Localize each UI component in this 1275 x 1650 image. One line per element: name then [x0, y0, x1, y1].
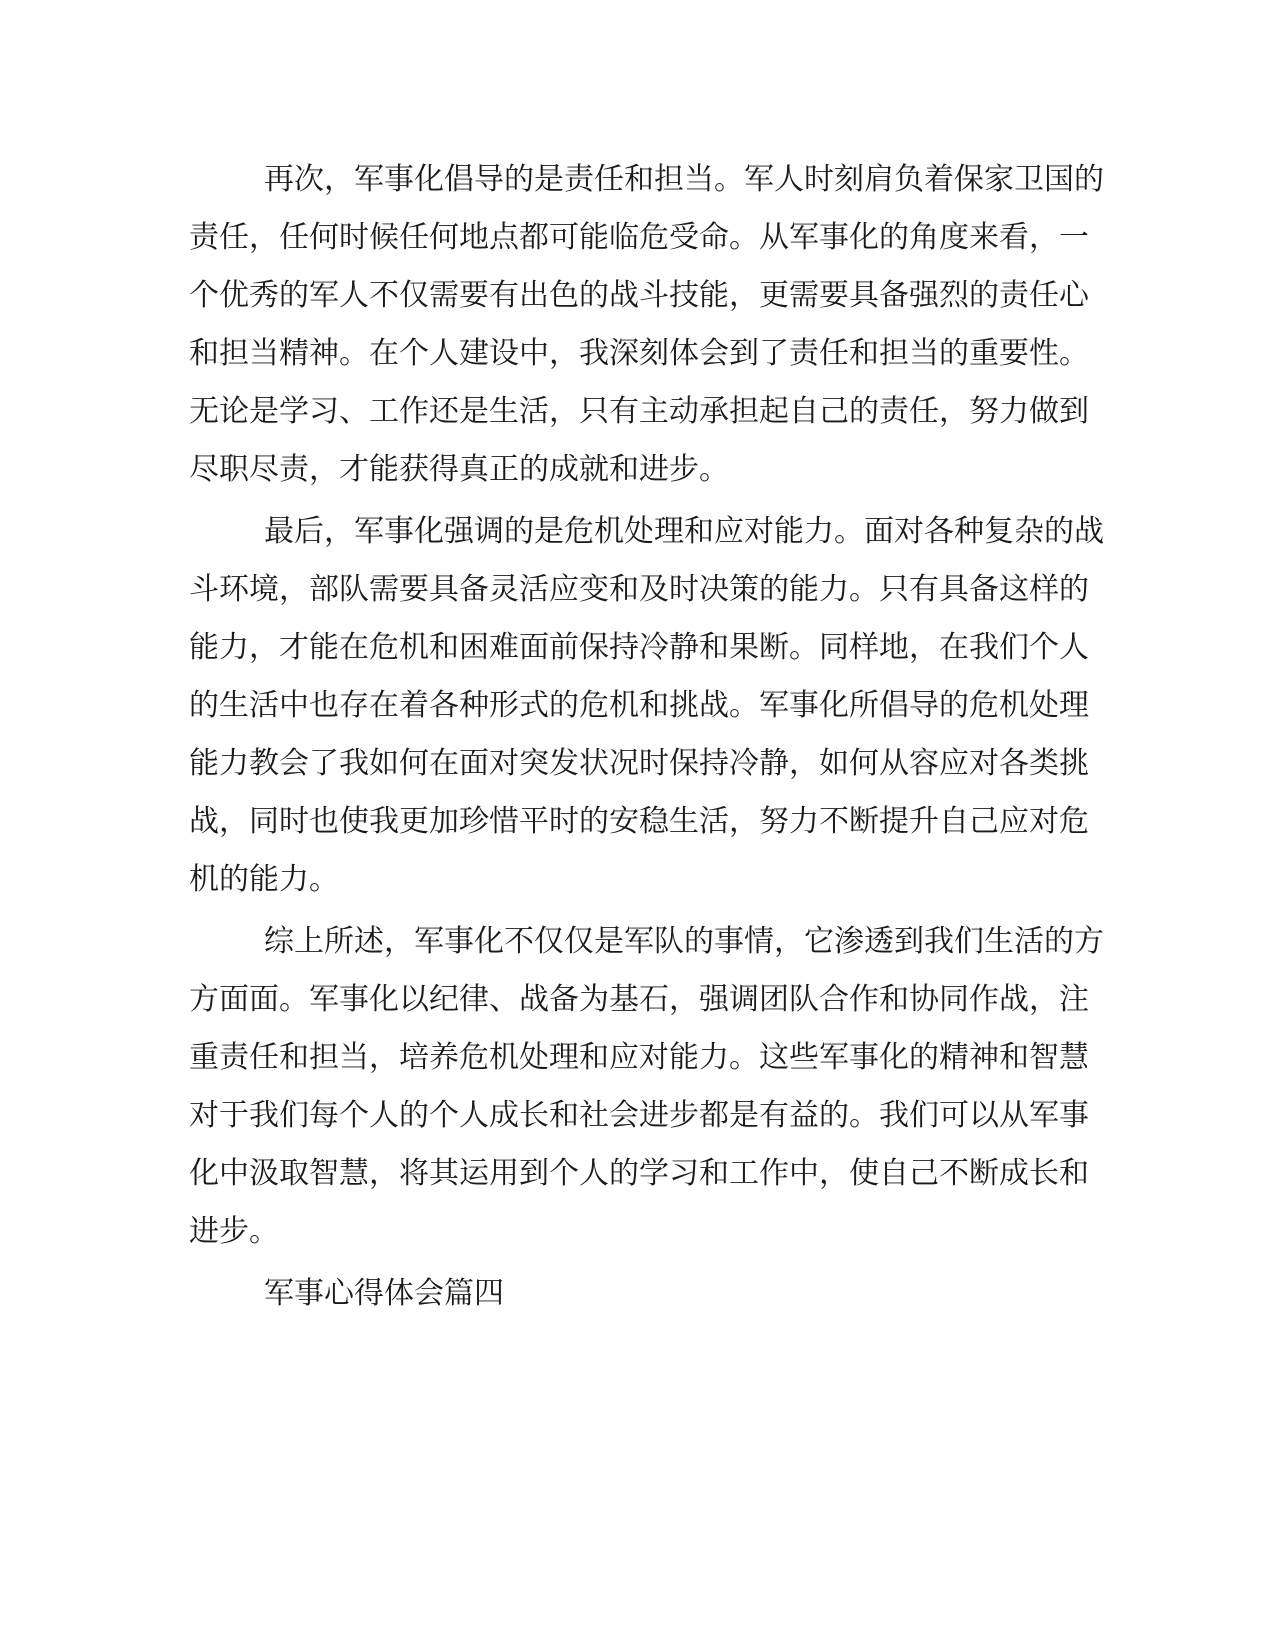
paragraph-1-line-2: 责任，任何时候任何地点都可能临危受命。从军事化的角度来看，一	[189, 220, 1089, 255]
paragraph-3-line-3: 重责任和担当，培养危机处理和应对能力。这些军事化的精神和智慧	[189, 1040, 1089, 1075]
paragraph-2-line-3: 能力，才能在危机和困难面前保持冷静和果断。同样地，在我们个人	[189, 630, 1089, 665]
paragraph-3-line-4: 对于我们每个人的个人成长和社会进步都是有益的。我们可以从军事	[189, 1098, 1089, 1133]
paragraph-3-line-1: 综上所述，军事化不仅仅是军队的事情，它渗透到我们生活的方	[264, 924, 1104, 959]
paragraph-1-line-1: 再次，军事化倡导的是责任和担当。军人时刻肩负着保家卫国的	[264, 162, 1104, 197]
paragraph-2-line-6: 战，同时也使我更加珍惜平时的安稳生活，努力不断提升自己应对危	[189, 804, 1089, 839]
paragraph-1-line-4: 和担当精神。在个人建设中，我深刻体会到了责任和担当的重要性。	[189, 336, 1089, 371]
paragraph-1-line-5: 无论是学习、工作还是生活，只有主动承担起自己的责任，努力做到	[189, 394, 1089, 429]
paragraph-2-line-2: 斗环境，部队需要具备灵活应变和及时决策的能力。只有具备这样的	[189, 572, 1089, 607]
paragraph-3-line-6: 进步。	[189, 1214, 279, 1249]
paragraph-1-line-3: 个优秀的军人不仅需要有出色的战斗技能，更需要具备强烈的责任心	[189, 278, 1089, 313]
paragraph-2-line-7: 机的能力。	[189, 862, 339, 897]
paragraph-1-line-6: 尽职尽责，才能获得真正的成就和进步。	[189, 452, 729, 487]
paragraph-3-line-2: 方面面。军事化以纪律、战备为基石，强调团队合作和协同作战，注	[189, 982, 1089, 1017]
paragraph-2-line-4: 的生活中也存在着各种形式的危机和挑战。军事化所倡导的危机处理	[189, 688, 1089, 723]
section-heading: 军事心得体会篇四	[264, 1276, 504, 1311]
paragraph-2-line-5: 能力教会了我如何在面对突发状况时保持冷静，如何从容应对各类挑	[189, 746, 1089, 781]
paragraph-2-line-1: 最后，军事化强调的是危机处理和应对能力。面对各种复杂的战	[264, 514, 1104, 549]
paragraph-3-line-5: 化中汲取智慧，将其运用到个人的学习和工作中，使自己不断成长和	[189, 1156, 1089, 1191]
